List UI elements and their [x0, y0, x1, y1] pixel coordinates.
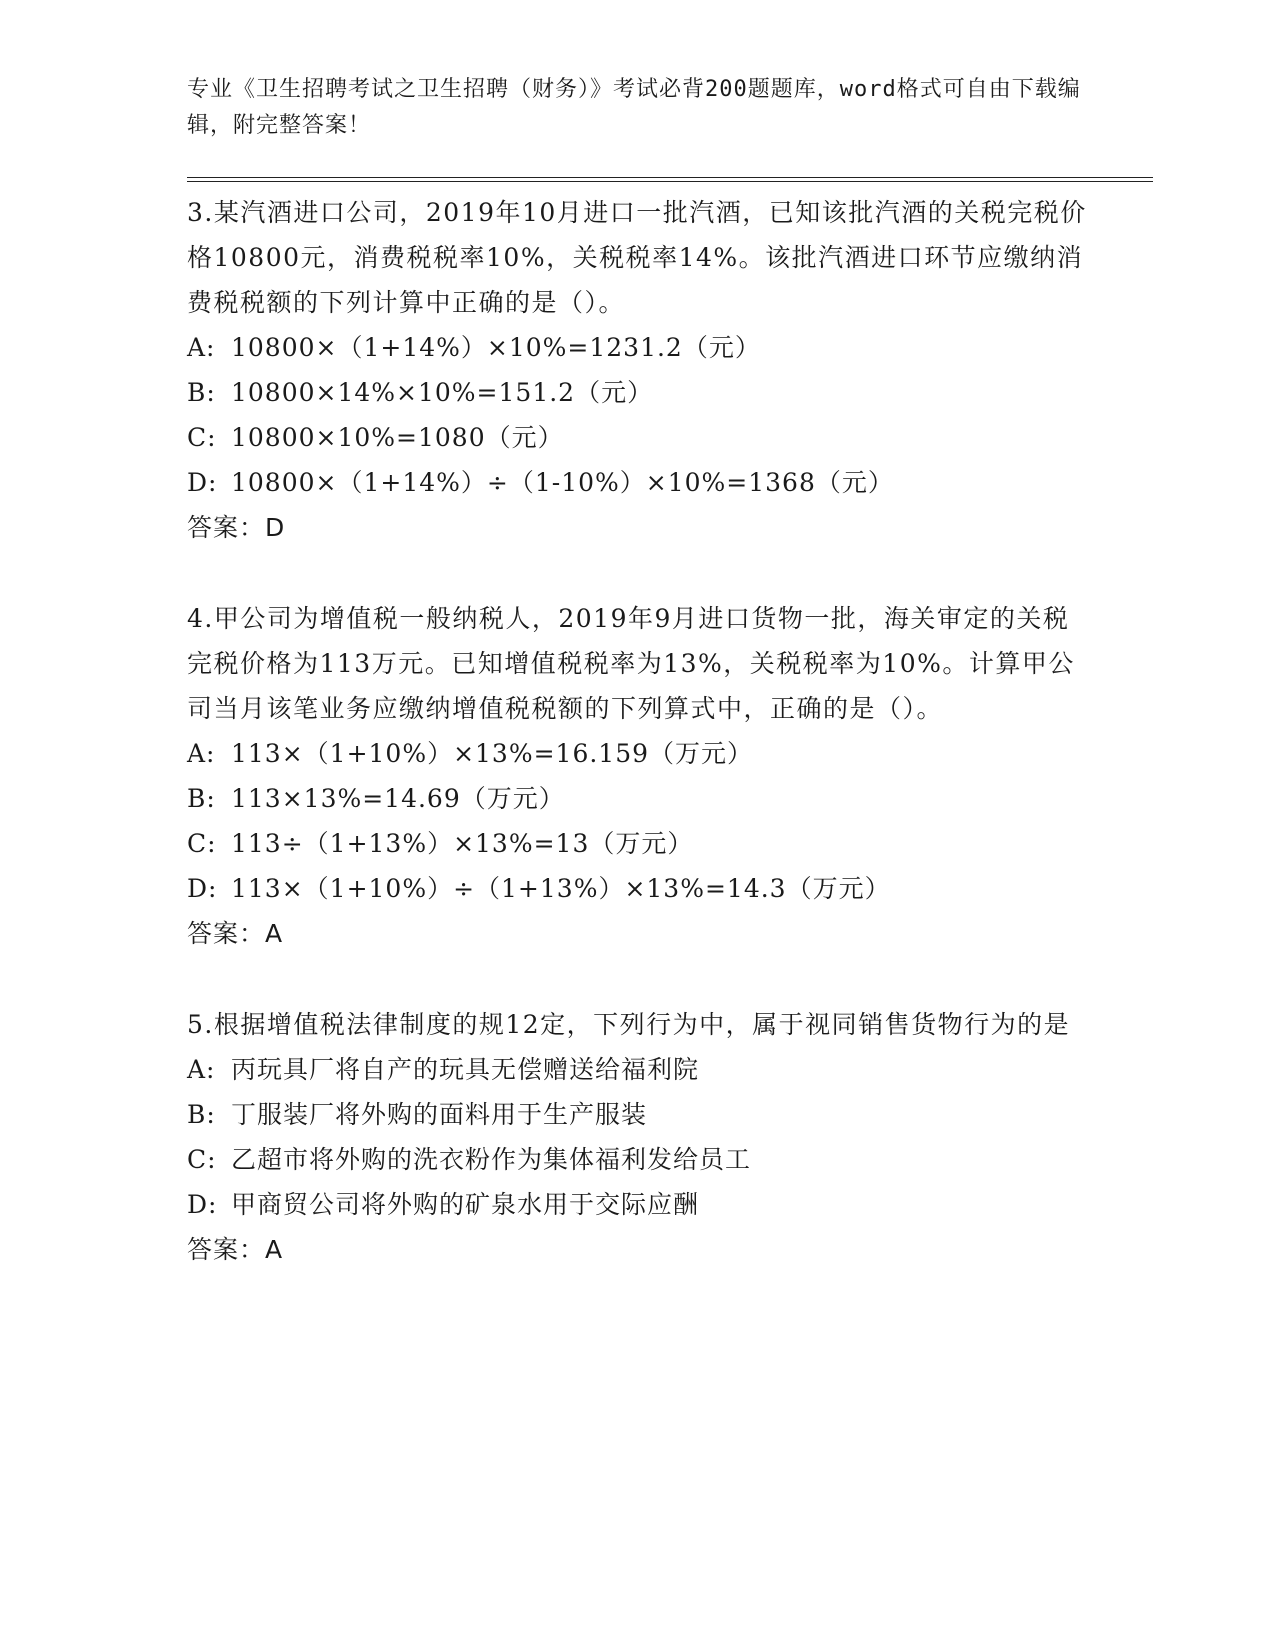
- option-letter: B:: [187, 784, 216, 813]
- option-b: [187, 776, 1087, 821]
- option-text: 10800×10%=1080（元）: [231, 423, 564, 452]
- option-letter: C:: [187, 829, 217, 858]
- option-text: 乙超市将外购的洗衣粉作为集体福利发给员工: [231, 1145, 752, 1174]
- option-letter: B:: [187, 378, 216, 407]
- option-text: 113÷（1+13%）×13%=13（万元）: [231, 829, 694, 858]
- option-letter: C:: [187, 423, 217, 452]
- option-d: [187, 866, 1087, 911]
- question-3: [187, 190, 1087, 550]
- answer-line: 答案：A: [187, 919, 284, 948]
- question-stem: 5.根据增值税法律制度的规12定，下列行为中，属于视同销售货物行为的是: [187, 1010, 1071, 1039]
- option-text: 113×13%=14.69（万元）: [231, 784, 565, 813]
- option-c: [187, 415, 1087, 460]
- option-letter: A:: [187, 333, 216, 362]
- option-text: 113×（1+10%）÷（1+13%）×13%=14.3（万元）: [231, 874, 891, 903]
- option-letter: C:: [187, 1145, 217, 1174]
- document-header: [187, 72, 1087, 144]
- option-text: 甲商贸公司将外购的矿泉水用于交际应酬: [231, 1190, 700, 1219]
- option-text: 丁服装厂将外购的面料用于生产服装: [231, 1100, 648, 1129]
- option-c: [187, 821, 1087, 866]
- header-text: 专业《卫生招聘考试之卫生招聘（财务）》考试必背200题题库，word格式可自由下载编辑，附完整答案！: [187, 77, 1081, 138]
- option-letter: D:: [187, 874, 218, 903]
- question-5: [187, 1002, 1087, 1272]
- option-b: [187, 1092, 1087, 1137]
- option-a: [187, 731, 1087, 776]
- option-letter: B:: [187, 1100, 216, 1129]
- option-text: 丙玩具厂将自产的玩具无偿赠送给福利院: [231, 1055, 700, 1084]
- question-list: [187, 190, 1087, 1318]
- option-d: [187, 1182, 1087, 1227]
- answer-line: 答案：A: [187, 1235, 284, 1264]
- option-d: [187, 460, 1087, 505]
- option-text: 10800×（1+14%）×10%=1231.2（元）: [231, 333, 761, 362]
- header-divider-top: [187, 177, 1153, 178]
- option-a: [187, 325, 1087, 370]
- option-b: [187, 370, 1087, 415]
- option-letter: A:: [187, 1055, 216, 1084]
- option-a: [187, 1047, 1087, 1092]
- option-c: [187, 1137, 1087, 1182]
- question-stem: 3.某汽酒进口公司，2019年10月进口一批汽酒，已知该批汽酒的关税完税价格10800元，消费税税率10%，关税税率14%。该批汽酒进口环节应缴纳消费税税额的下列计算中正确的是（）。: [187, 198, 1087, 317]
- question-4: [187, 596, 1087, 956]
- option-letter: D:: [187, 1190, 218, 1219]
- option-text: 10800×14%×10%=151.2（元）: [231, 378, 654, 407]
- option-text: 10800×（1+14%）÷（1-10%）×10%=1368（元）: [231, 468, 894, 497]
- question-stem: 4.甲公司为增值税一般纳税人，2019年9月进口货物一批，海关审定的关税完税价格为113万元。已知增值税税率为13%，关税税率为10%。计算甲公司当月该笔业务应缴纳增值税税额的下列算式中，正确的是（）。: [187, 604, 1075, 723]
- option-letter: D:: [187, 468, 218, 497]
- option-text: 113×（1+10%）×13%=16.159（万元）: [231, 739, 754, 768]
- answer-line: 答案：D: [187, 513, 286, 542]
- option-letter: A:: [187, 739, 216, 768]
- header-divider-bottom: [187, 181, 1153, 182]
